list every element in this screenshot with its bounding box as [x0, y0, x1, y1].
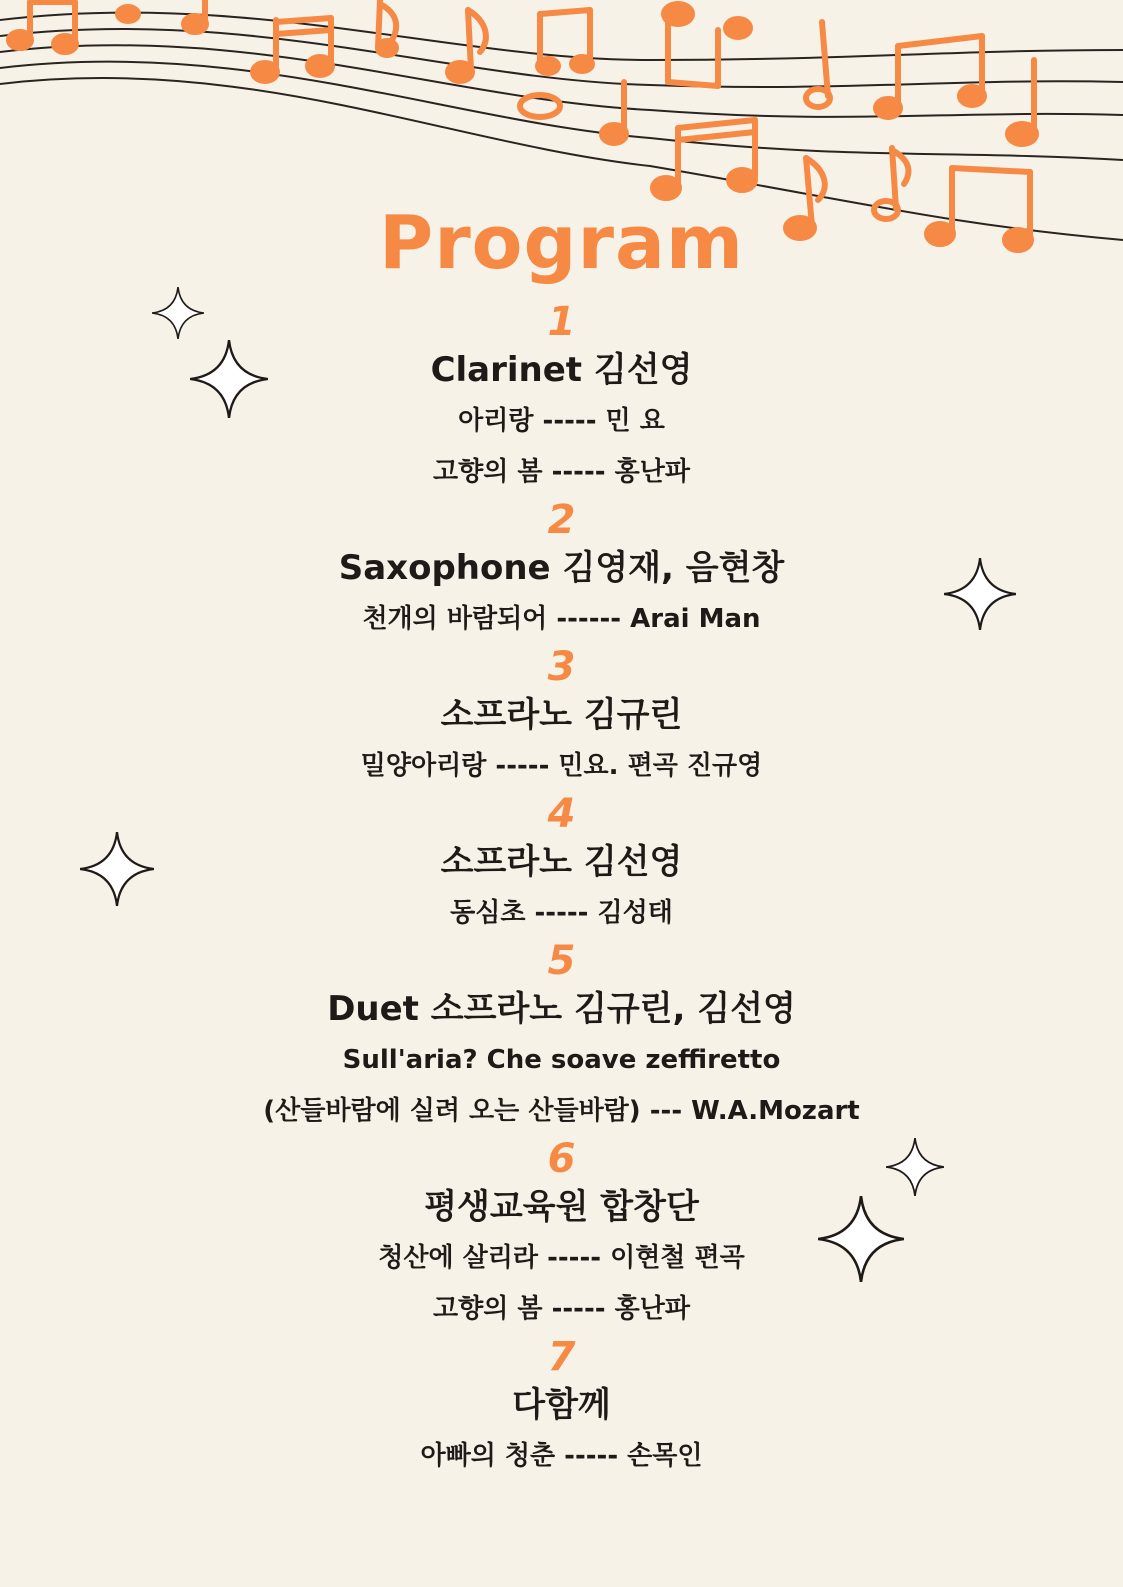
program-item	[0, 1335, 1123, 1482]
program-item	[0, 498, 1123, 645]
item-number: 7	[547, 1334, 576, 1380]
piece: 아리랑 ----- 민 요	[458, 406, 665, 436]
piece: (산들바람에 실려 오는 산들바람) --- W.A.Mozart	[263, 1096, 860, 1126]
page-title: Program	[378, 200, 745, 286]
piece: 동심초 ----- 김성태	[450, 898, 673, 928]
piece: 고향의 봄 ----- 홍난파	[433, 457, 690, 487]
piece: Sull'aria? Che soave zeffiretto	[342, 1045, 781, 1075]
item-number: 6	[547, 1136, 576, 1182]
program-list	[0, 300, 1123, 1482]
performer: 다함께	[512, 1385, 611, 1425]
item-number: 2	[547, 497, 576, 543]
program-item	[0, 939, 1123, 1137]
piece: 밀양아리랑 ----- 민요. 편곡 진규영	[360, 751, 763, 781]
item-number: 5	[547, 938, 576, 984]
program-item	[0, 300, 1123, 498]
piece: 청산에 살리라 ----- 이현철 편곡	[378, 1243, 745, 1273]
performer: 소프라노 김규린	[440, 695, 683, 735]
program-item	[0, 645, 1123, 792]
performer: Duet 소프라노 김규린, 김선영	[327, 989, 796, 1029]
performer: 평생교육원 합창단	[424, 1187, 699, 1227]
piece: 천개의 바람되어 ------ Arai Man	[362, 604, 761, 634]
performer: 소프라노 김선영	[440, 842, 683, 882]
program-item	[0, 792, 1123, 939]
program-item	[0, 1137, 1123, 1335]
performer: Saxophone 김영재, 음현창	[338, 548, 785, 588]
performer: Clarinet 김선영	[430, 350, 693, 390]
item-number: 3	[547, 644, 576, 690]
item-number: 1	[547, 299, 576, 345]
piece: 고향의 봄 ----- 홍난파	[433, 1294, 690, 1324]
piece: 아빠의 청춘 ----- 손목인	[420, 1441, 703, 1471]
item-number: 4	[547, 791, 576, 837]
